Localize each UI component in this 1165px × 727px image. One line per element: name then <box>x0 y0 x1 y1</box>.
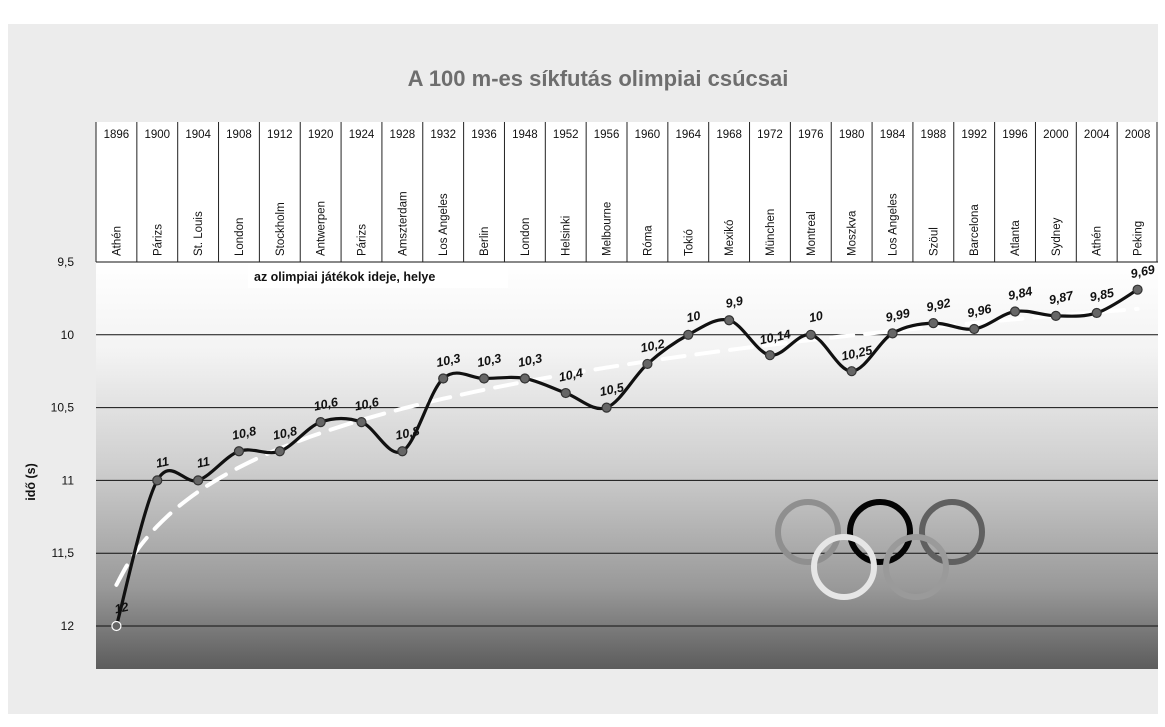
city-label: London <box>233 217 246 256</box>
city-label: Peking <box>1132 220 1145 256</box>
year-label: 1964 <box>675 129 702 141</box>
data-point <box>194 476 203 485</box>
year-label: 1968 <box>716 129 742 141</box>
city-label: Barcelona <box>969 204 982 256</box>
data-label: 10 <box>807 308 825 326</box>
data-label: 9,84 <box>1006 284 1034 303</box>
city-label: Stockholm <box>274 202 287 256</box>
data-label: 10,8 <box>230 423 258 443</box>
city-label: St. Louis <box>193 211 206 256</box>
data-point <box>439 374 448 383</box>
city-label: Antwerpen <box>315 201 328 256</box>
y-tick-label: 10 <box>60 327 74 342</box>
data-point <box>806 330 815 339</box>
year-label: 1924 <box>348 129 375 141</box>
city-label: Los Angeles <box>438 193 451 256</box>
year-label: 2000 <box>1043 129 1069 141</box>
data-point <box>602 403 611 412</box>
y-tick-label: 12 <box>60 619 74 633</box>
year-label: 2004 <box>1083 129 1110 141</box>
data-point <box>847 367 856 376</box>
city-label: Berlin <box>479 226 492 256</box>
city-label: Róma <box>642 225 655 256</box>
year-label: 1936 <box>471 129 497 141</box>
data-point <box>1133 285 1142 294</box>
data-point <box>725 316 734 325</box>
data-label: 9,99 <box>884 306 912 325</box>
year-label: 1900 <box>144 129 171 141</box>
data-point <box>765 351 774 360</box>
year-label: 1996 <box>1002 129 1028 141</box>
data-label: 10,8 <box>394 423 421 443</box>
data-point <box>480 374 489 383</box>
city-label: Mexikó <box>724 219 737 256</box>
data-label: 10,2 <box>639 336 666 356</box>
data-label: 9,92 <box>925 295 952 315</box>
chart-title: A 100 m-es síkfutás olimpiai csúcsai <box>407 66 789 91</box>
data-point <box>357 418 366 427</box>
city-label: Los Angeles <box>887 193 900 256</box>
data-point <box>520 374 529 383</box>
city-label: Amszterdam <box>397 191 410 256</box>
data-label: 11 <box>195 454 212 471</box>
city-label: Atlanta <box>1010 220 1023 256</box>
year-label: 1896 <box>103 129 130 141</box>
data-label: 9,69 <box>1129 262 1157 282</box>
data-label: 10,5 <box>598 380 626 400</box>
data-point <box>112 622 121 631</box>
data-point <box>643 359 652 368</box>
data-point <box>275 447 284 456</box>
data-point <box>970 324 979 333</box>
data-label: 10 <box>685 308 702 326</box>
chart <box>8 24 1158 714</box>
year-label: 1988 <box>920 129 947 141</box>
year-label: 1984 <box>879 129 906 141</box>
data-label: 10,14 <box>758 327 792 348</box>
city-label: Athén <box>1091 225 1104 256</box>
year-label: 1908 <box>226 129 252 141</box>
y-tick-label: 10,5 <box>50 400 74 415</box>
data-point <box>153 476 162 485</box>
city-label: Montreal <box>805 211 818 256</box>
chart-frame <box>8 24 1158 714</box>
year-label: 1948 <box>512 129 538 141</box>
year-label: 1912 <box>267 129 293 141</box>
data-label: 10,6 <box>312 394 340 414</box>
y-axis-label: idő (s) <box>24 463 38 501</box>
city-label: Tokió <box>683 229 696 256</box>
year-label: 1932 <box>430 129 456 141</box>
y-tick-label: 9,5 <box>57 255 74 269</box>
city-label: Athén <box>111 225 124 256</box>
y-tick-label: 11,5 <box>51 546 74 561</box>
data-point <box>684 330 693 339</box>
year-label: 1904 <box>185 129 211 141</box>
data-label: 10,25 <box>840 343 874 364</box>
y-tick-label: 11 <box>61 473 74 488</box>
data-point <box>398 447 407 456</box>
year-label: 2008 <box>1124 129 1151 141</box>
data-label: 9,85 <box>1088 285 1116 305</box>
year-label: 1980 <box>838 129 865 141</box>
data-label: 10,6 <box>353 394 381 414</box>
plot-area <box>96 262 1158 669</box>
data-point <box>561 389 570 398</box>
year-label: 1920 <box>307 129 334 141</box>
data-label: 9,9 <box>724 293 745 311</box>
city-label: Párizs <box>356 224 369 256</box>
data-point <box>929 319 938 328</box>
data-point <box>1011 307 1020 316</box>
city-label: Párizs <box>152 224 165 256</box>
city-label: Helsinki <box>560 215 573 256</box>
year-label: 1992 <box>961 129 987 141</box>
city-label: Sydney <box>1050 217 1063 256</box>
city-label: München <box>764 208 777 256</box>
data-label: 10,3 <box>475 351 503 370</box>
x-axis-label: az olimpiai játékok ideje, helye <box>254 270 436 284</box>
city-label: London <box>519 217 532 256</box>
city-label: Melbourne <box>601 201 614 256</box>
year-label: 1956 <box>593 129 620 141</box>
city-label: Moszkva <box>846 210 859 256</box>
year-label: 1928 <box>389 129 416 141</box>
data-label: 10,8 <box>271 423 299 443</box>
data-point <box>234 447 243 456</box>
data-label: 9,87 <box>1047 288 1075 308</box>
year-label: 1960 <box>634 129 661 141</box>
city-label: Szöul <box>928 227 941 256</box>
data-label: 12 <box>113 599 130 617</box>
data-label: 11 <box>154 454 171 471</box>
data-point <box>316 418 325 427</box>
data-label: 10,4 <box>557 365 585 385</box>
data-point <box>1051 311 1060 320</box>
data-label: 9,96 <box>965 301 993 321</box>
data-point <box>1092 308 1101 317</box>
data-label: 10,3 <box>516 351 544 370</box>
year-label: 1952 <box>552 129 579 141</box>
year-label: 1972 <box>757 129 783 141</box>
data-label: 10,3 <box>434 351 462 370</box>
data-point <box>888 329 897 338</box>
year-label: 1976 <box>798 129 824 141</box>
